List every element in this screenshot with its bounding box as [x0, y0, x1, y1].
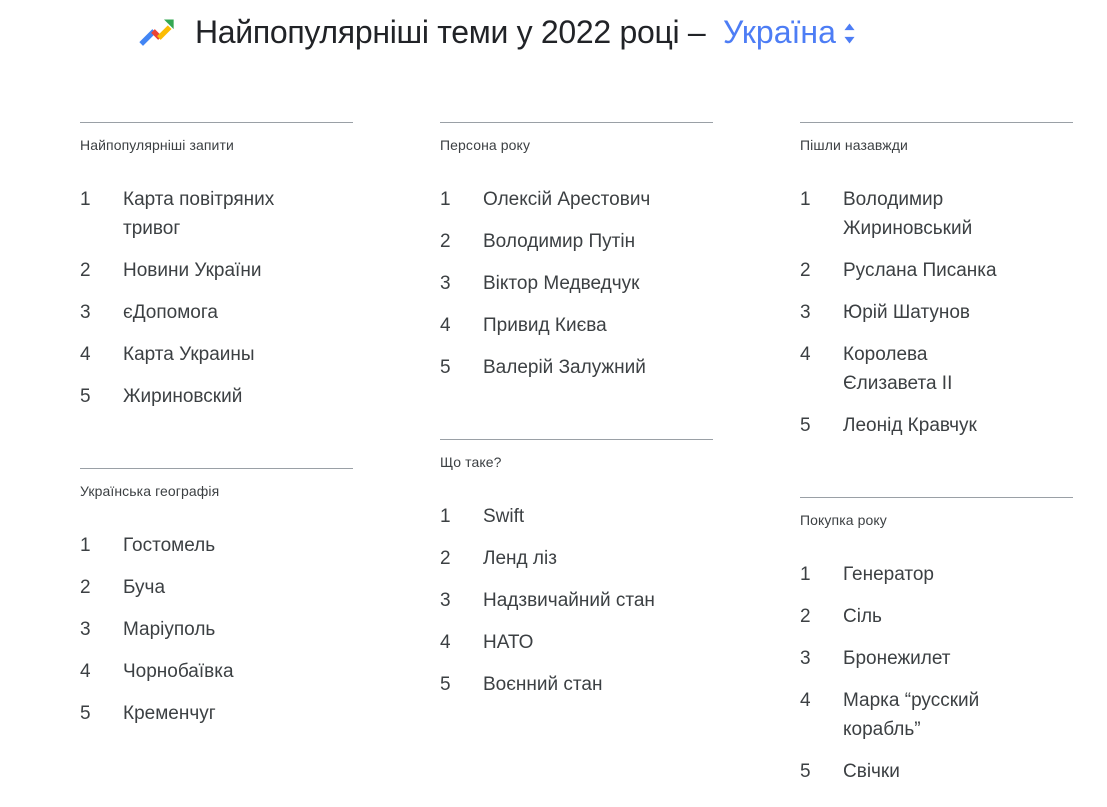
item-rank: 4 — [800, 344, 811, 365]
item-rank: 3 — [440, 590, 451, 611]
trend-item[interactable] — [80, 657, 353, 686]
item-term: Леонід Кравчук — [843, 415, 977, 436]
item-term: Буча — [123, 577, 166, 598]
trend-item[interactable] — [800, 340, 1073, 398]
trend-item[interactable] — [800, 185, 1073, 243]
section-gone-forever — [800, 122, 1073, 440]
item-term: Володимир Путін — [483, 231, 636, 252]
item-rank: 2 — [80, 577, 91, 598]
trend-item[interactable] — [800, 560, 1073, 589]
item-rank: 5 — [800, 415, 811, 436]
trend-list — [800, 185, 1073, 440]
item-term: Віктор Медведчук — [483, 273, 640, 294]
trend-item[interactable] — [80, 298, 353, 327]
item-rank: 2 — [80, 260, 91, 281]
item-term: Олексій Арестович — [483, 189, 651, 210]
item-term: Воєнний стан — [483, 674, 603, 695]
section-title: Найпопулярніші запити — [80, 137, 234, 153]
item-term: Ленд ліз — [483, 548, 557, 569]
trend-item[interactable] — [80, 185, 353, 243]
section-divider — [80, 122, 353, 123]
item-term: Карта повітряних тривог — [123, 189, 275, 239]
section-divider — [440, 439, 713, 440]
trend-item[interactable] — [440, 269, 713, 298]
trend-item[interactable] — [440, 586, 713, 615]
item-term: Надзвичайний стан — [483, 590, 655, 611]
page-header — [137, 12, 1107, 52]
column-2 — [440, 122, 713, 799]
trend-list — [440, 185, 713, 382]
section-divider — [800, 122, 1073, 123]
item-rank: 4 — [440, 632, 451, 653]
trend-item[interactable] — [800, 686, 1073, 744]
item-term: Маріуполь — [123, 619, 216, 640]
item-rank: 5 — [80, 386, 91, 407]
trend-item[interactable] — [800, 644, 1073, 673]
trend-item[interactable] — [80, 615, 353, 644]
trend-item[interactable] — [800, 298, 1073, 327]
item-rank: 5 — [800, 761, 811, 782]
item-rank: 2 — [440, 548, 451, 569]
trend-item[interactable] — [800, 256, 1073, 285]
region-selector[interactable] — [723, 14, 856, 51]
region-label: Україна — [723, 13, 836, 50]
section-person-of-the-year — [440, 122, 713, 382]
item-rank: 3 — [440, 273, 451, 294]
section-divider — [440, 122, 713, 123]
item-rank: 3 — [800, 302, 811, 323]
item-rank: 5 — [440, 357, 451, 378]
trend-item[interactable] — [440, 670, 713, 699]
item-rank: 1 — [440, 189, 451, 210]
item-term: Валерій Залужний — [483, 357, 646, 378]
trend-item[interactable] — [80, 340, 353, 369]
section-divider — [80, 468, 353, 469]
trend-item[interactable] — [440, 353, 713, 382]
section-title: Покупка року — [800, 512, 887, 528]
item-term: Свічки — [843, 761, 900, 782]
trend-item[interactable] — [440, 185, 713, 214]
trend-item[interactable] — [800, 602, 1073, 631]
section-title: Пішли назавжди — [800, 137, 908, 153]
trend-item[interactable] — [80, 699, 353, 728]
item-rank: 3 — [80, 302, 91, 323]
trend-list — [80, 185, 353, 411]
trend-item[interactable] — [440, 502, 713, 531]
trend-item[interactable] — [80, 573, 353, 602]
item-rank: 4 — [800, 690, 811, 711]
trend-item[interactable] — [440, 311, 713, 340]
trend-item[interactable] — [800, 411, 1073, 440]
section-top-queries — [80, 122, 353, 411]
item-rank: 4 — [440, 315, 451, 336]
title-text: Найпопулярніші теми у 2022 році – — [195, 13, 715, 50]
item-rank: 4 — [80, 344, 91, 365]
item-term: Карта Украины — [123, 344, 255, 365]
item-rank: 5 — [440, 674, 451, 695]
page-title — [195, 14, 856, 51]
item-term: Юрій Шатунов — [843, 302, 971, 323]
item-rank: 3 — [800, 648, 811, 669]
item-rank: 3 — [80, 619, 91, 640]
item-rank: 1 — [80, 535, 91, 556]
trend-item[interactable] — [440, 544, 713, 573]
section-divider — [800, 497, 1073, 498]
trend-item[interactable] — [440, 227, 713, 256]
item-term: Бронежилет — [843, 648, 951, 669]
item-term: Генератор — [843, 564, 934, 585]
column-3 — [800, 122, 1073, 799]
item-term: Кременчуг — [123, 703, 216, 724]
item-rank: 5 — [80, 703, 91, 724]
section-title: Персона року — [440, 137, 531, 153]
item-rank: 1 — [800, 189, 811, 210]
item-term: НАТО — [483, 632, 534, 653]
section-title: Українська географія — [80, 483, 220, 499]
item-term: Новини України — [123, 260, 262, 281]
section-title: Що таке? — [440, 454, 502, 470]
item-term: Чорнобаївка — [123, 661, 234, 682]
item-term: Жириновский — [123, 386, 243, 407]
item-rank: 2 — [800, 606, 811, 627]
trend-columns — [80, 122, 1107, 799]
trend-list — [800, 560, 1073, 786]
section-purchase-of-the-year — [800, 497, 1073, 786]
trend-item[interactable] — [80, 382, 353, 411]
trend-item[interactable] — [440, 628, 713, 657]
trend-list — [80, 531, 353, 728]
trend-item[interactable] — [80, 256, 353, 285]
unfold-more-icon — [843, 23, 856, 44]
item-term: єДопомога — [123, 302, 218, 323]
item-term: Сіль — [843, 606, 882, 627]
item-rank: 4 — [80, 661, 91, 682]
column-1 — [80, 122, 353, 799]
section-ukrainian-geography — [80, 468, 353, 728]
item-term: Привид Києва — [483, 315, 607, 336]
year-in-search-page — [0, 12, 1107, 799]
item-term: Swift — [483, 506, 525, 527]
trend-item[interactable] — [80, 531, 353, 560]
trends-logo-icon — [137, 12, 177, 52]
item-term: Королева Єлизавета II — [843, 344, 953, 394]
trend-list — [440, 502, 713, 699]
item-term: Марка “русский корабль” — [843, 690, 980, 740]
trend-item[interactable] — [800, 757, 1073, 786]
item-term: Гостомель — [123, 535, 216, 556]
item-term: Руслана Писанка — [843, 260, 997, 281]
item-rank: 2 — [440, 231, 451, 252]
item-term: Володимир Жириновський — [843, 189, 973, 239]
section-what-is — [440, 439, 713, 699]
item-rank: 1 — [800, 564, 811, 585]
item-rank: 2 — [800, 260, 811, 281]
item-rank: 1 — [440, 506, 451, 527]
item-rank: 1 — [80, 189, 91, 210]
